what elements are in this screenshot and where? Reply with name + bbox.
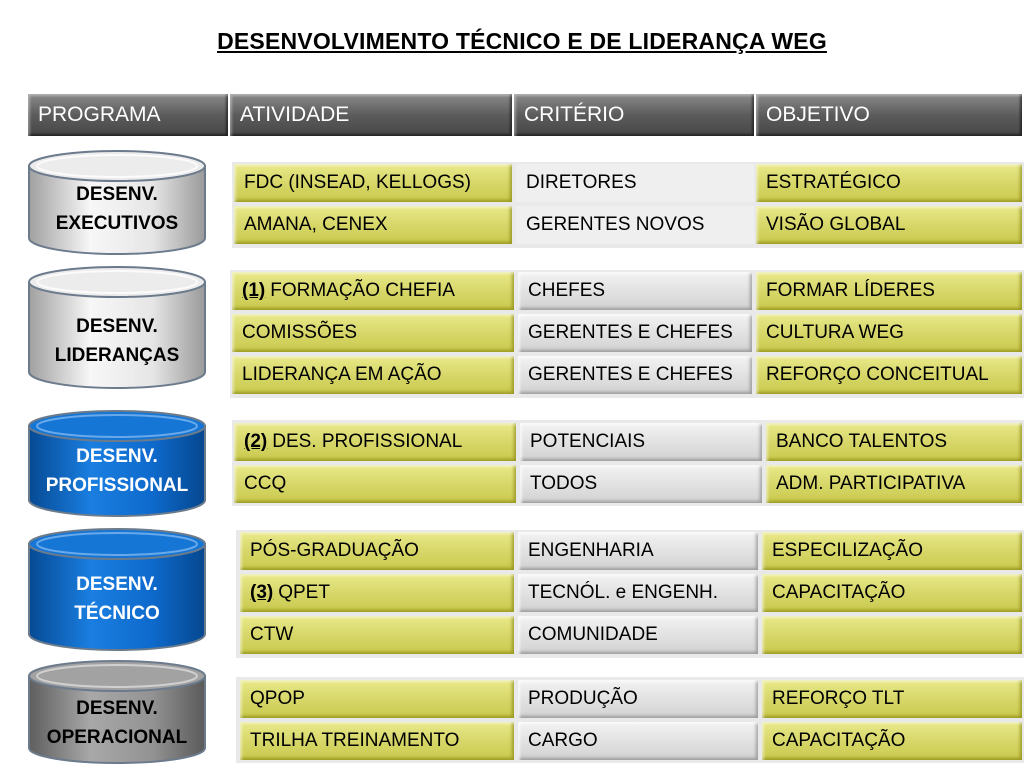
page-title: DESENVOLVIMENTO TÉCNICO E DE LIDERANÇA WEG bbox=[217, 28, 827, 54]
program-line1: DESENV. bbox=[76, 184, 158, 205]
header-atividade-label: ATIVIDADE bbox=[240, 103, 350, 126]
cell-text: QPET bbox=[278, 582, 330, 603]
program-line2: OPERACIONAL bbox=[46, 727, 188, 748]
cell-objetivo bbox=[756, 272, 1022, 310]
cell-objetivo bbox=[762, 616, 1022, 654]
program-cylinder-tecnico bbox=[26, 526, 208, 652]
cell-criterio bbox=[518, 532, 758, 570]
cell-criterio bbox=[518, 356, 752, 394]
cell-text: GERENTES NOVOS bbox=[526, 214, 705, 235]
program-label-tecnico bbox=[26, 570, 208, 628]
cell-text: PÓS-GRADUAÇÃO bbox=[250, 540, 419, 561]
program-label-executivos bbox=[26, 180, 208, 238]
row-number: (2) bbox=[244, 431, 268, 452]
row-number: (1) bbox=[242, 280, 266, 301]
cell-objetivo bbox=[766, 465, 1022, 503]
row-number: (3) bbox=[250, 582, 274, 603]
cell-atividade bbox=[240, 722, 514, 760]
program-label-profissional bbox=[26, 442, 208, 500]
program-label-operacional bbox=[26, 694, 208, 752]
cell-text: TECNÓL. e ENGENH. bbox=[528, 582, 719, 603]
cell-text: CCQ bbox=[244, 473, 287, 494]
cell-criterio bbox=[518, 616, 758, 654]
header-atividade bbox=[230, 94, 512, 136]
cell-text: CTW bbox=[250, 624, 294, 645]
program-line2: EXECUTIVOS bbox=[55, 213, 179, 234]
cell-text: TODOS bbox=[530, 473, 598, 494]
cell-atividade bbox=[232, 314, 514, 352]
program-line2: PROFISSIONAL bbox=[45, 475, 189, 496]
cell-objetivo bbox=[756, 164, 1022, 202]
cell-text: CARGO bbox=[528, 730, 598, 751]
cell-atividade bbox=[240, 532, 514, 570]
cell-text: REFORÇO CONCEITUAL bbox=[766, 364, 989, 385]
program-cylinder-profissional bbox=[26, 408, 208, 518]
cell-objetivo bbox=[766, 423, 1022, 461]
header-programa bbox=[28, 94, 228, 136]
header-criterio bbox=[514, 94, 754, 136]
cell-criterio bbox=[518, 680, 758, 718]
program-line1: DESENV. bbox=[76, 446, 158, 467]
cell-text: PRODUÇÃO bbox=[528, 688, 638, 709]
cell-atividade bbox=[232, 272, 514, 310]
header-objetivo-label: OBJETIVO bbox=[766, 103, 870, 126]
cell-criterio bbox=[518, 314, 752, 352]
cell-objetivo bbox=[762, 722, 1022, 760]
cell-text: DES. PROFISSIONAL bbox=[272, 431, 463, 452]
cell-text: COMISSÕES bbox=[242, 322, 358, 343]
cell-text: FDC (INSEAD, KELLOGS) bbox=[244, 172, 471, 193]
cell-objetivo bbox=[756, 356, 1022, 394]
cell-objetivo bbox=[762, 532, 1022, 570]
cell-atividade bbox=[232, 356, 514, 394]
program-cylinder-executivos bbox=[26, 148, 208, 256]
program-line2: TÉCNICO bbox=[74, 603, 160, 624]
cell-text: DIRETORES bbox=[526, 172, 637, 193]
cell-atividade bbox=[234, 423, 516, 461]
cell-text: ADM. PARTICIPATIVA bbox=[776, 473, 966, 494]
program-cylinder-liderancas bbox=[26, 264, 208, 390]
header-objetivo bbox=[756, 94, 1022, 136]
cell-text: ENGENHARIA bbox=[528, 540, 654, 561]
header-programa-label: PROGRAMA bbox=[38, 103, 161, 126]
cell-text: GERENTES E CHEFES bbox=[528, 364, 733, 385]
cell-criterio bbox=[516, 164, 754, 202]
cell-text: ESTRATÉGICO bbox=[766, 172, 901, 193]
cell-atividade bbox=[234, 465, 516, 503]
program-line1: DESENV. bbox=[76, 698, 158, 719]
program-line1: DESENV. bbox=[76, 316, 158, 337]
cell-text: TRILHA TREINAMENTO bbox=[250, 730, 460, 751]
cell-text: CAPACITAÇÃO bbox=[772, 730, 906, 751]
cell-criterio bbox=[516, 206, 754, 244]
cell-atividade bbox=[240, 616, 514, 654]
cell-objetivo bbox=[762, 574, 1022, 612]
cell-text: QPOP bbox=[250, 688, 305, 709]
cell-atividade bbox=[234, 206, 512, 244]
cell-objetivo bbox=[762, 680, 1022, 718]
program-line2: LIDERANÇAS bbox=[54, 345, 180, 366]
cell-atividade bbox=[234, 164, 512, 202]
cell-text: CAPACITAÇÃO bbox=[772, 582, 906, 603]
program-label-liderancas bbox=[26, 312, 208, 370]
cell-text: REFORÇO TLT bbox=[772, 688, 905, 709]
program-line1: DESENV. bbox=[76, 574, 158, 595]
cell-text: BANCO TALENTOS bbox=[776, 431, 948, 452]
cell-criterio bbox=[520, 423, 762, 461]
cell-atividade bbox=[240, 680, 514, 718]
cell-text: FORMAÇÃO CHEFIA bbox=[270, 280, 455, 301]
cell-text: ESPECILIZAÇÃO bbox=[772, 540, 923, 561]
header-criterio-label: CRITÉRIO bbox=[524, 103, 625, 126]
cell-text: POTENCIAIS bbox=[530, 431, 646, 452]
cell-criterio bbox=[518, 574, 758, 612]
cell-text: COMUNIDADE bbox=[528, 624, 658, 645]
program-cylinder-operacional bbox=[26, 658, 208, 766]
cell-text: CHEFES bbox=[528, 280, 606, 301]
cell-text: LIDERANÇA EM AÇÃO bbox=[242, 364, 442, 385]
cell-text: CULTURA WEG bbox=[766, 322, 904, 343]
cell-criterio bbox=[518, 272, 752, 310]
cell-atividade bbox=[240, 574, 514, 612]
cell-objetivo bbox=[756, 206, 1022, 244]
cell-text: AMANA, CENEX bbox=[244, 214, 388, 235]
cell-text: FORMAR LÍDERES bbox=[766, 280, 935, 301]
cell-text: VISÃO GLOBAL bbox=[766, 214, 906, 235]
cell-criterio bbox=[518, 722, 758, 760]
cell-criterio bbox=[520, 465, 762, 503]
cell-objetivo bbox=[756, 314, 1022, 352]
cell-text: GERENTES E CHEFES bbox=[528, 322, 733, 343]
